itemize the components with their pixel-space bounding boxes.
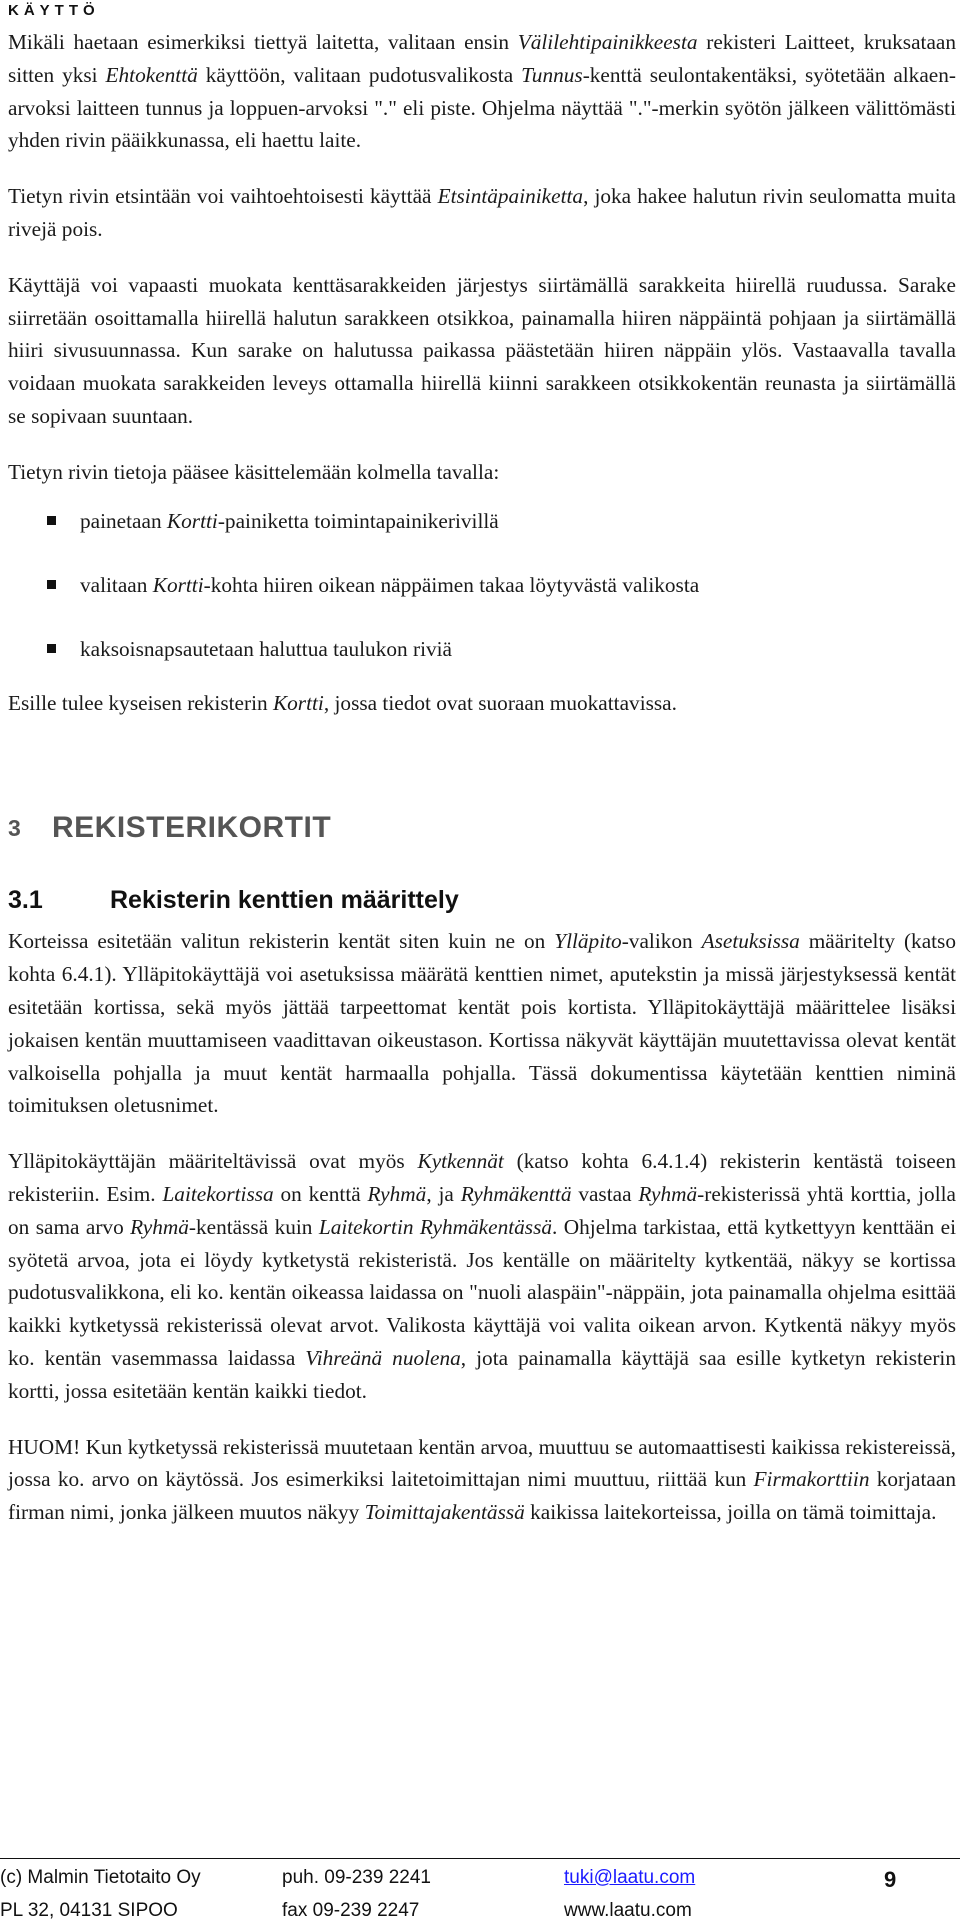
row-access-list — [8, 489, 956, 681]
running-head: KÄYTTÖ — [8, 2, 100, 19]
footer-website: www.laatu.com — [564, 1900, 692, 1921]
footer-row-1 — [0, 1867, 960, 1900]
paragraph-card-opens: Esille tulee kyseisen rekisterin Kortti, jossa tiedot ovat suoraan muokattavissa. — [8, 690, 677, 715]
bullet-icon — [47, 580, 56, 589]
page-footer — [0, 1858, 960, 1925]
list-item: kaksoisnapsautetaan haluttua taulukon riviä — [8, 617, 956, 681]
footer-fax: fax 09-239 2247 — [282, 1900, 420, 1921]
paragraph-field-definitions: Korteissa esitetään valitun rekisterin kentät siten kuin ne on Ylläpito-valikon Asetuksissa määritelty (katso kohta 6.4.1). Ylläpitokäyttäjä voi asetuksissa määrätä kenttien nimet, aputekstin ja missä järjestyksessä kentät esitetään kortissa, sekä myös jättää tarpeettomat kentät pois kortista. Ylläpitokäyttäjä määrittelee lisäksi jokaisen kentän muuttamiseen vaadittavan oikeustason. Kortissa näkyvät käyttäjän muutettavissa olevat kentät valkoisella pohjalla ja muut kentät harmaalla pohjalla. Tässä dokumentissa käytetään kenttien niminä toimituksen oletusnimet. — [8, 929, 956, 1118]
paragraph-note: HUOM! Kun kytketyssä rekisterissä muutetaan kentän arvoa, muuttuu se automaattisesti kaikissa rekistereissä, jossa ko. arvo on käytössä. Jos esimerkiksi laitetoimittajan nimi muuttuu, riittää kun Firmakorttiin korjataan firman nimi, jonka jälkeen muutos näkyy Toimittajakentässä kaikissa laitekorteissa, joilla on tämä toimittaja. — [8, 1434, 956, 1525]
footer-row-2 — [0, 1900, 960, 1925]
paragraph-row-access-intro: Tietyn rivin tietoja pääsee käsittelemään kolmella tavalla: — [8, 459, 500, 484]
list-item: valitaan Kortti-kohta hiiren oikean näppäimen takaa löytyvästä valikosta — [8, 553, 956, 617]
paragraph-row-search: Tietyn rivin etsintään voi vaihtoehtoisesti käyttää Etsintäpainiketta, joka hakee halutun rivin seulomatta muita rivejä pois. — [8, 184, 956, 241]
section-number: 3.1 — [8, 885, 43, 914]
chapter-title: REKISTERIKORTIT — [52, 811, 332, 845]
chapter-number: 3 — [8, 815, 21, 842]
footer-email-link[interactable]: tuki@laatu.com — [564, 1867, 696, 1888]
footer-address: PL 32, 04131 SIPOO — [0, 1900, 178, 1921]
section-heading — [8, 879, 956, 921]
bullet-icon — [47, 644, 56, 653]
footer-company: (c) Malmin Tietotaito Oy — [0, 1867, 201, 1888]
page-number: 9 — [884, 1867, 897, 1892]
paragraph-column-editing: Käyttäjä voi vapaasti muokata kenttäsarakkeiden järjestys siirtämällä sarakkeita hiirellä ruudussa. Sarake siirretään osoittamalla hiirellä halutun sarakkeen otsikkoa, painamalla hiiren näppäintä pohjaan ja siirtämällä hiiri sivusuunnassa. Kun sarake on halutussa paikassa päästetään hiiren näppäin ylös. Vastaavalla tavalla voidaan muokata sarakkeiden leveys ottamalla hiirellä kiinni sarakkeen otsikkokentän reunasta ja siirtämällä se sopivaan suuntaan. — [8, 272, 956, 428]
bullet-icon — [47, 516, 56, 525]
list-item: painetaan Kortti-painiketta toimintapainikerivillä — [8, 489, 956, 553]
paragraph-device-search: Mikäli haetaan esimerkiksi tiettyä laitetta, valitaan ensin Välilehtipainikkeesta rekisteri Laitteet, kruksataan sitten yksi Ehtokenttä käyttöön, valitaan pudotusvalikosta Tunnus-kenttä seulontakentäksi, syötetään alkaen-arvoksi laitteen tunnus ja loppuen-arvoksi "." eli piste. Ohjelma näyttää "."-merkin syötön jälkeen välittömästi yhden rivin pääikkunassa, eli haettu laite. — [8, 30, 957, 153]
page-content — [8, 26, 956, 1529]
footer-phone: puh. 09-239 2241 — [282, 1867, 431, 1888]
paragraph-links: Ylläpitokäyttäjän määriteltävissä ovat myös Kytkennät (katso kohta 6.4.1.4) rekisterin kentästä toiseen rekisteriin. Esim. Laitekortissa on kenttä Ryhmä, ja Ryhmäkenttä vastaa Ryhmä-rekisterissä yhtä korttia, jolla on sama arvo Ryhmä-kentässä kuin Laitekortin Ryhmäkentässä. Ohjelma tarkistaa, että kytkettyyn kenttään ei syötetä arvoa, jota ei löydy kytketystä rekisteristä. Jos kentälle on määritelty kytkentää, näkyy se kortissa pudotusvalikkona, eli ko. kentän oikeassa laidassa on "nuoli alaspäin"-näppäin, jota painamalla ohjelma esittää kaikki kytketyssä rekisterissä olevat arvot. Valikosta käyttäjä voi valita oikean arvon. Kytkentä näkyy myös ko. kentän vasemmassa laidassa Vihreänä nuolena, jota painamalla käyttäjä saa esille kytketyn rekisterin kortti, jossa esitetään kentän kaikki tiedot. — [8, 1149, 957, 1403]
chapter-heading — [8, 771, 956, 845]
section-title: Rekisterin kenttien määrittely — [110, 885, 459, 914]
